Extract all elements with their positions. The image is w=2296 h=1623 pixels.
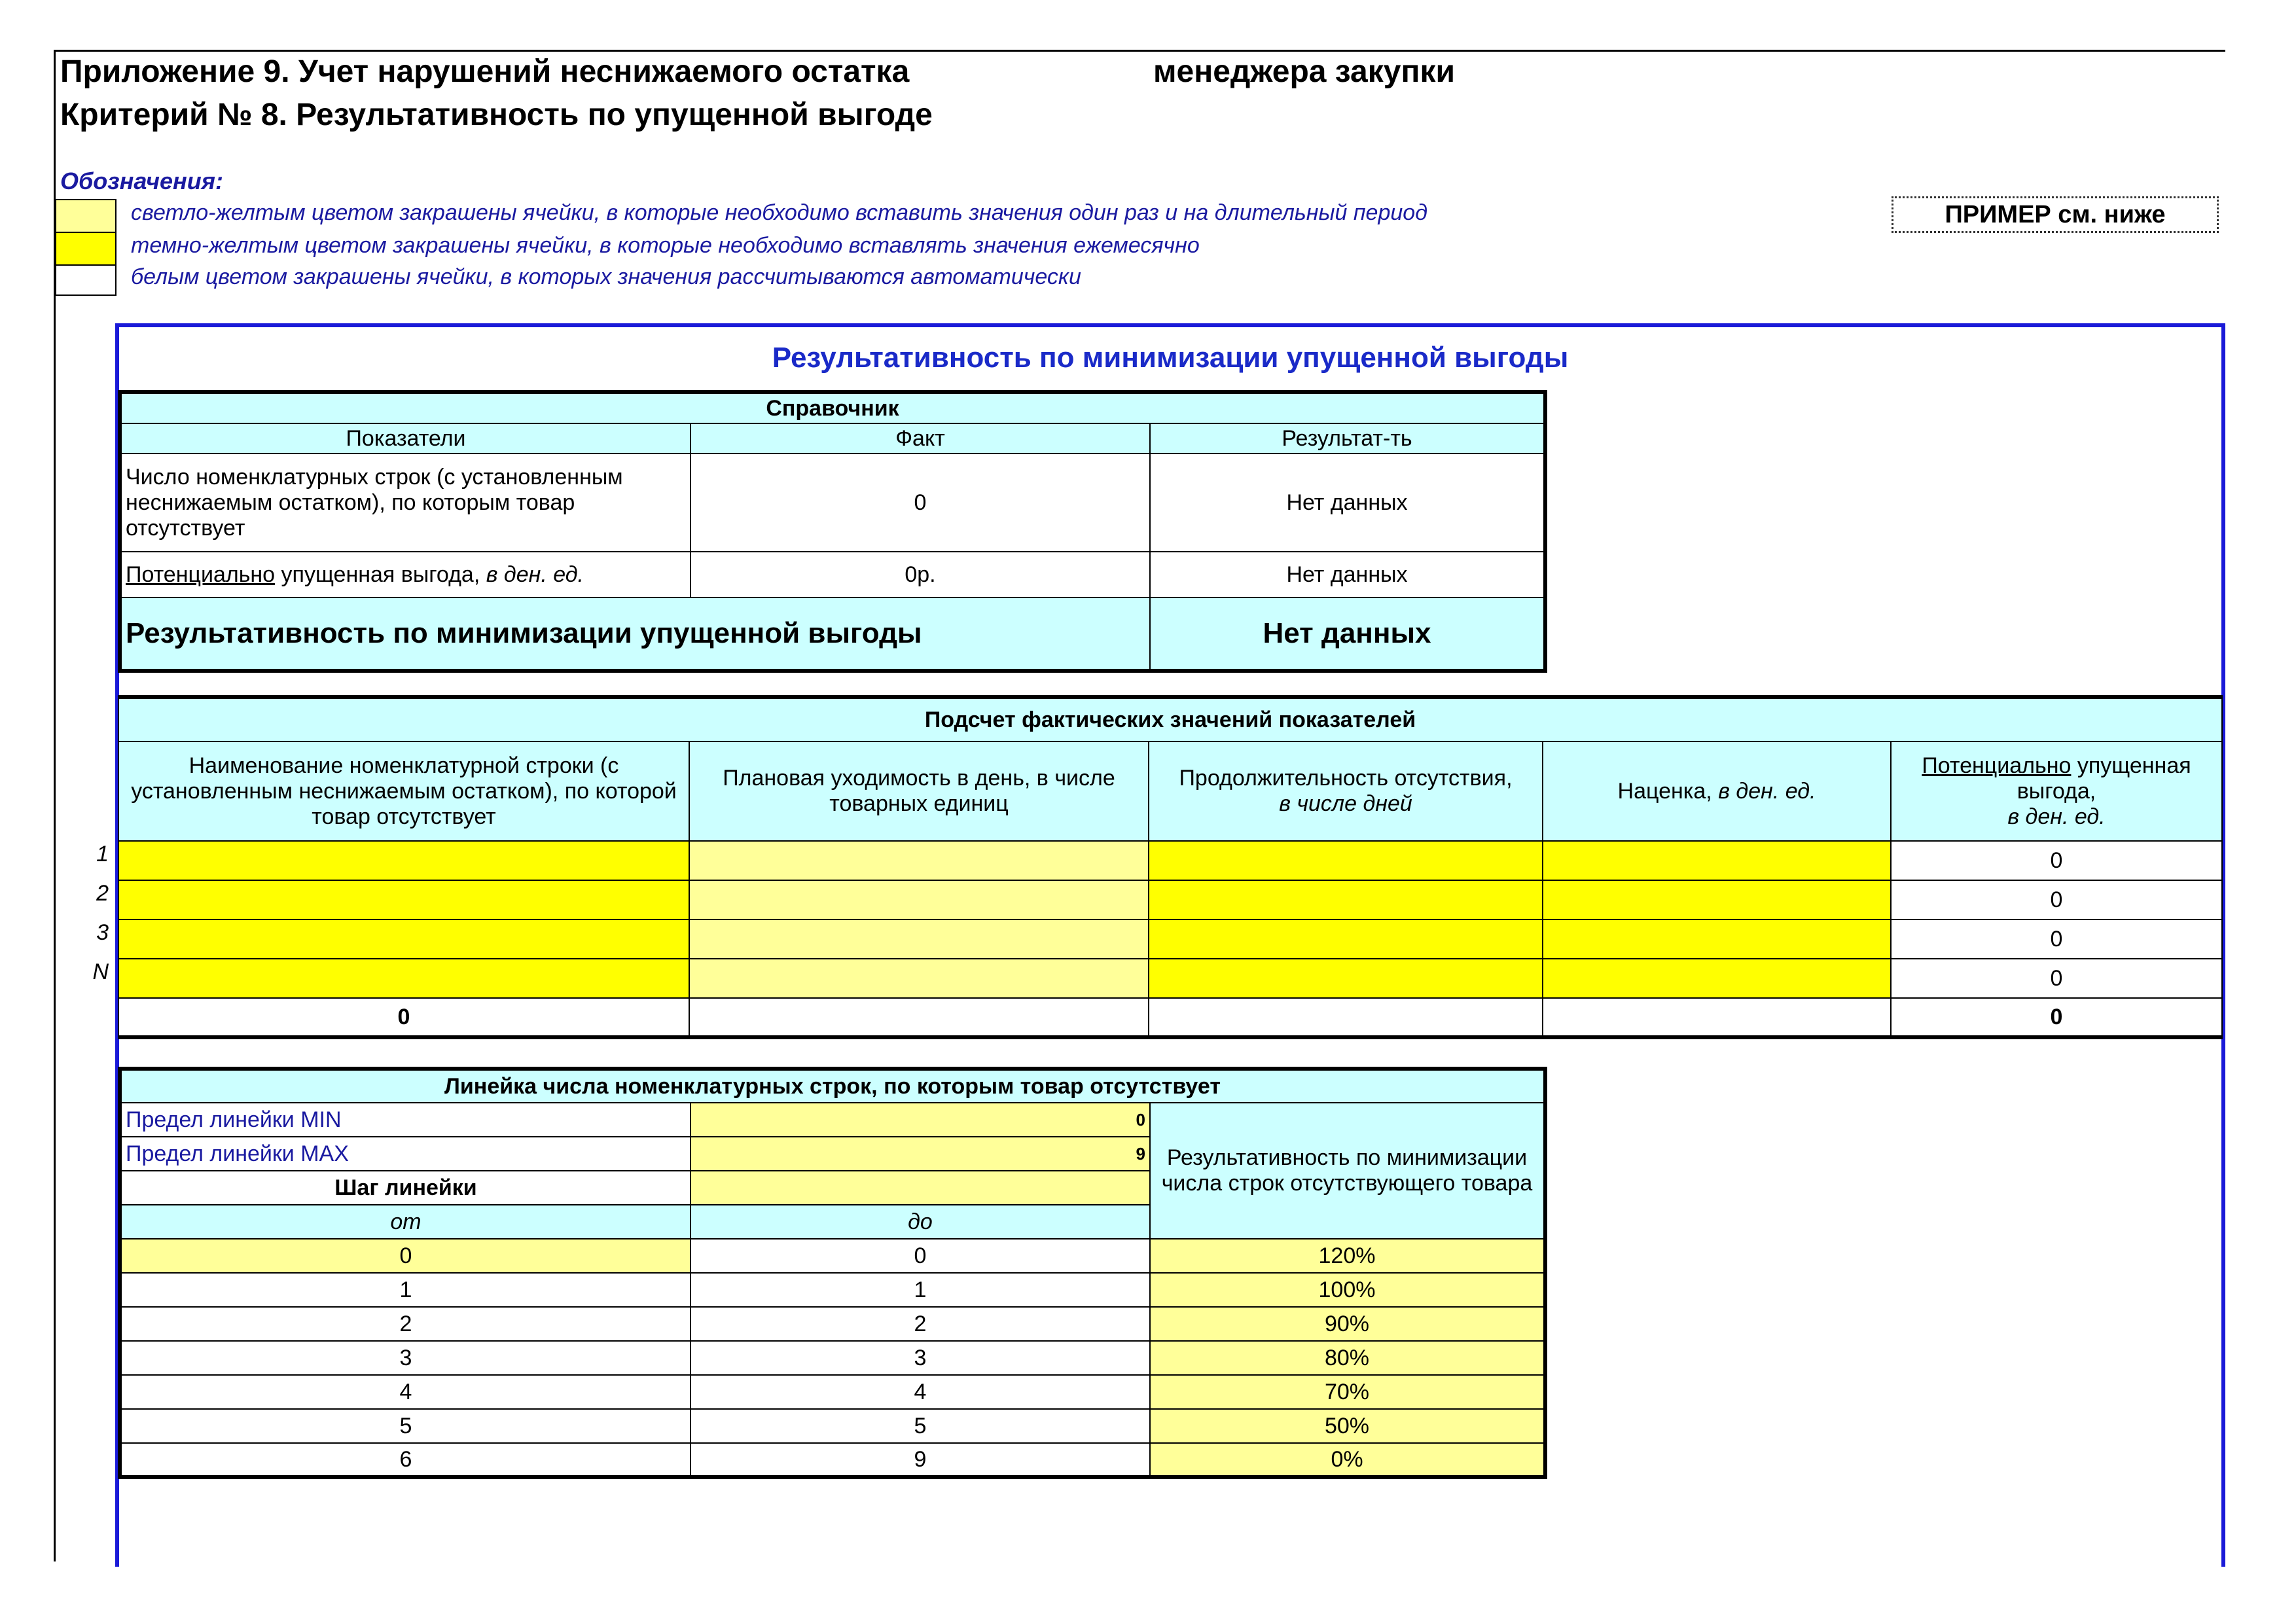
- table-row: [118, 959, 2222, 998]
- calc-title: Подсчет фактических значений показателей: [118, 697, 2222, 741]
- calc-total-plan: [689, 998, 1149, 1037]
- table-row: [120, 1307, 1545, 1341]
- calc-row1-duration-input[interactable]: [1149, 841, 1543, 880]
- reference-title: Справочник: [120, 392, 1545, 423]
- calc-row3-duration-input[interactable]: [1149, 919, 1543, 959]
- reference-col-result: Результат-ть: [1150, 423, 1545, 454]
- calc-row3-plan-input[interactable]: [689, 919, 1149, 959]
- calc-total-duration: [1149, 998, 1543, 1037]
- row-number-1: 1: [96, 842, 109, 866]
- calc-col-duration-plain: Продолжительность отсутствия,: [1179, 766, 1513, 791]
- calc-row1-plan-input[interactable]: [689, 841, 1149, 880]
- calc-col-duration-italic: в числе дней: [1279, 791, 1412, 816]
- scale-step-input[interactable]: [691, 1171, 1150, 1205]
- reference-row2-label-plain: упущенная выгода,: [275, 562, 486, 587]
- legend-swatch-light-yellow: [55, 199, 117, 233]
- calc-row3-markup-input[interactable]: [1543, 919, 1891, 959]
- scale-max-input[interactable]: 9: [691, 1137, 1150, 1171]
- table-row: [120, 1341, 1545, 1375]
- table-row: [120, 1409, 1545, 1443]
- scale-title: Линейка числа номенклатурных строк, по которым товар отсутствует: [120, 1069, 1545, 1103]
- table-row: [118, 919, 2222, 959]
- scale-row-from[interactable]: 0: [120, 1239, 691, 1273]
- calc-row2-duration-input[interactable]: [1149, 880, 1543, 919]
- scale-col-to: до: [691, 1205, 1150, 1239]
- table-row: [120, 1239, 1545, 1273]
- scale-row-pct[interactable]: 100%: [1150, 1273, 1545, 1307]
- legend-swatch-dark-yellow: [55, 232, 117, 266]
- row-number-3: 3: [96, 920, 109, 945]
- table-row: [120, 1273, 1545, 1307]
- reference-total-label: Результативность по минимизации упущенной выгоды: [120, 597, 1150, 671]
- calc-col-name: Наименование номенклатурной строки (с установленным неснижаемым остатком), по которой товар отсутствует: [118, 741, 689, 841]
- reference-col-indicators: Показатели: [120, 423, 691, 454]
- scale-row-pct[interactable]: 70%: [1150, 1375, 1545, 1409]
- row-number-2: 2: [96, 881, 109, 906]
- legend-text-dark-yellow: темно-желтым цветом закрашены ячейки, в которые необходимо вставлять значения ежемесячно: [131, 233, 1200, 258]
- calc-col-markup: [1543, 741, 1891, 841]
- scale-col-from: от: [120, 1205, 691, 1239]
- scale-min-input[interactable]: 0: [691, 1103, 1150, 1137]
- table-row: [118, 841, 2222, 880]
- calc-table: [118, 695, 2223, 1039]
- reference-row2-label: [120, 552, 691, 597]
- scale-row-from: 5: [120, 1409, 691, 1443]
- calc-row3-lost: 0: [1891, 919, 2222, 959]
- table-row: [120, 1375, 1545, 1409]
- scale-row-to: 3: [691, 1341, 1150, 1375]
- reference-row1-fact: 0: [691, 454, 1150, 552]
- scale-row-from: 6: [120, 1443, 691, 1477]
- reference-row2-fact: 0р.: [691, 552, 1150, 597]
- calc-row3-name-input[interactable]: [118, 919, 689, 959]
- reference-row1-result: Нет данных: [1150, 454, 1545, 552]
- scale-row-from: 2: [120, 1307, 691, 1341]
- scale-step-label: Шаг линейки: [120, 1171, 691, 1205]
- scale-result-header: Результативность по минимизации числа строк отсутствующего товара: [1150, 1103, 1545, 1239]
- scale-row-to: 4: [691, 1375, 1150, 1409]
- legend-heading: Обозначения:: [60, 168, 223, 194]
- scale-row-pct[interactable]: 90%: [1150, 1307, 1545, 1341]
- calc-row2-lost: 0: [1891, 880, 2222, 919]
- scale-table: [118, 1067, 1547, 1479]
- calc-row2-markup-input[interactable]: [1543, 880, 1891, 919]
- reference-row1-label: Число номенклатурных строк (с установленным неснижаемым остатком), по которым товар отсутствует: [120, 454, 691, 552]
- scale-row-from: 1: [120, 1273, 691, 1307]
- scale-row-pct[interactable]: 120%: [1150, 1239, 1545, 1273]
- reference-row2-label-italic: в ден. ед.: [486, 562, 584, 587]
- scale-row-to: 5: [691, 1409, 1150, 1443]
- reference-col-fact: Факт: [691, 423, 1150, 454]
- calc-rowN-markup-input[interactable]: [1543, 959, 1891, 998]
- calc-col-duration: [1149, 741, 1543, 841]
- scale-row-to: 1: [691, 1273, 1150, 1307]
- table-row: [118, 880, 2222, 919]
- scale-row-pct[interactable]: 0%: [1150, 1443, 1545, 1477]
- scale-row-to: 9: [691, 1443, 1150, 1477]
- calc-col-plan: Плановая уходимость в день, в числе товарных единиц: [689, 741, 1149, 841]
- calc-col-markup-italic: в ден. ед.: [1718, 778, 1816, 804]
- page-top-rule: [54, 50, 2225, 52]
- calc-col-markup-plain: Наценка,: [1617, 778, 1719, 804]
- legend-text-light-yellow: светло-желтым цветом закрашены ячейки, в которые необходимо вставить значения один раз и на длительный период: [131, 200, 1427, 225]
- calc-col-lost-underlined: Потенциально: [1922, 753, 2072, 778]
- calc-row2-name-input[interactable]: [118, 880, 689, 919]
- reference-table: [118, 390, 1547, 673]
- row-number-N: N: [92, 959, 109, 984]
- calc-row1-name-input[interactable]: [118, 841, 689, 880]
- manager-role-title: менеджера закупки: [1153, 54, 1455, 89]
- scale-row-to: 0: [691, 1239, 1150, 1273]
- scale-row-from: 4: [120, 1375, 691, 1409]
- reference-row2-result: Нет данных: [1150, 552, 1545, 597]
- reference-row2-label-underlined: Потенциально: [126, 562, 276, 587]
- page-title: Приложение 9. Учет нарушений неснижаемого остатка: [60, 54, 910, 89]
- table-row: [120, 1443, 1545, 1477]
- scale-min-label: Предел линейки MIN: [120, 1103, 691, 1137]
- calc-col-lost: [1891, 741, 2222, 841]
- calc-rowN-plan-input[interactable]: [689, 959, 1149, 998]
- main-title: Результативность по минимизации упущенной выгоды: [772, 342, 1569, 374]
- legend-text-white: белым цветом закрашены ячейки, в которых значения рассчитываются автоматически: [131, 264, 1081, 289]
- calc-row1-lost: 0: [1891, 841, 2222, 880]
- scale-row-to: 2: [691, 1307, 1150, 1341]
- calc-col-lost-italic: в ден. ед.: [2007, 804, 2106, 829]
- calc-col-lost-plain: упущенная выгода,: [2017, 753, 2191, 804]
- calc-total-count: 0: [118, 998, 689, 1037]
- calc-rowN-duration-input[interactable]: [1149, 959, 1543, 998]
- scale-row-pct[interactable]: 80%: [1150, 1341, 1545, 1375]
- calc-row1-markup-input[interactable]: [1543, 841, 1891, 880]
- calc-rowN-lost: 0: [1891, 959, 2222, 998]
- calc-total-markup: [1543, 998, 1891, 1037]
- criterion-title: Критерий № 8. Результативность по упущенной выгоде: [60, 98, 933, 132]
- legend-swatch-white: [55, 264, 117, 296]
- scale-row-pct[interactable]: 50%: [1150, 1409, 1545, 1443]
- reference-total-result: Нет данных: [1150, 597, 1545, 671]
- calc-row2-plan-input[interactable]: [689, 880, 1149, 919]
- scale-row-from: 3: [120, 1341, 691, 1375]
- calc-rowN-name-input[interactable]: [118, 959, 689, 998]
- example-note: ПРИМЕР см. ниже: [1892, 196, 2219, 233]
- scale-max-label: Предел линейки MAX: [120, 1137, 691, 1171]
- calc-total-lost: 0: [1891, 998, 2222, 1037]
